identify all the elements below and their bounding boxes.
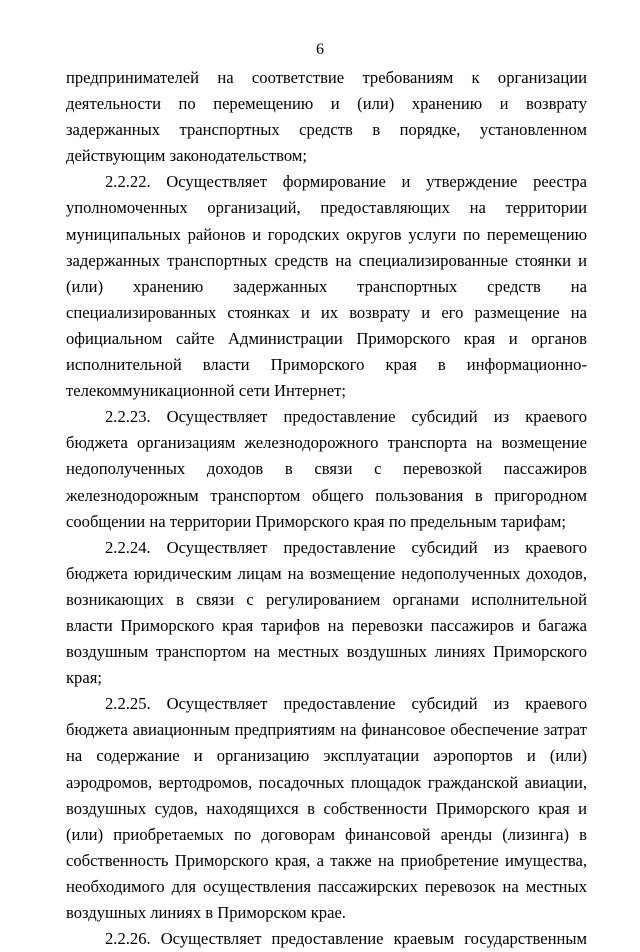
paragraph-2-2-24: 2.2.24. Осуществляет предоставление субсидий из краевого бюджета юридическим лицам на возмещение недополученных доходов, возникающих в связи с регулированием органами исполнительной власти Приморского края тарифов на перевозки пассажиров и багажа воздушным транспортом на местных воздушных линиях Приморского края; bbox=[66, 537, 587, 688]
paragraph-2-2-26: 2.2.26. Осуществляет предоставление краевым государственным bbox=[105, 929, 587, 949]
page-number: 6 bbox=[316, 41, 324, 58]
paragraph-2-2-25: 2.2.25. Осуществляет предоставление субсидий из краевого бюджета авиационным предприятиям на финансовое обеспечение затрат на содержание и организацию эксплуатации аэропортов и (или) аэродромов, вертодромов, посадочных площадок гражданской авиации, воздушных судов, находящихся в собственности Приморского края и (или) приобретаемых по договорам финансовой аренды (лизинга) в собственность Приморского края, а также на приобретение имущества, необходимого для осуществления пассажирских перевозок на местных воздушных линиях в Приморском крае. bbox=[66, 694, 587, 922]
paragraph-2-2-23: 2.2.23. Осуществляет предоставление субсидий из краевого бюджета организациям железнодорожного транспорта на возмещение недополученных доходов в связи с перевозкой пассажиров железнодорожным транспортом общего пользования в пригородном сообщении на территории Приморского края по предельным тарифам; bbox=[66, 407, 587, 531]
paragraph-continuation: предпринимателей на соответствие требованиям к организации деятельности по перемещению и (или) хранению и возврату задержанных транспортных средств в порядке, установленном действующим законодательством; bbox=[66, 68, 587, 166]
document-body bbox=[66, 65, 587, 952]
paragraph-2-2-22: 2.2.22. Осуществляет формирование и утверждение реестра уполномоченных организаций, предоставляющих на территории муниципальных районов и городских округов услуги по перемещению задержанных транспортных средств на специализированные стоянки и (или) хранению задержанных транспортных средств на специализированных стоянках и их возврату и его размещение на официальном сайте Администрации Приморского края и органов исполнительной власти Приморского края в информационно-телекоммуникационной сети Интернет; bbox=[66, 172, 587, 401]
